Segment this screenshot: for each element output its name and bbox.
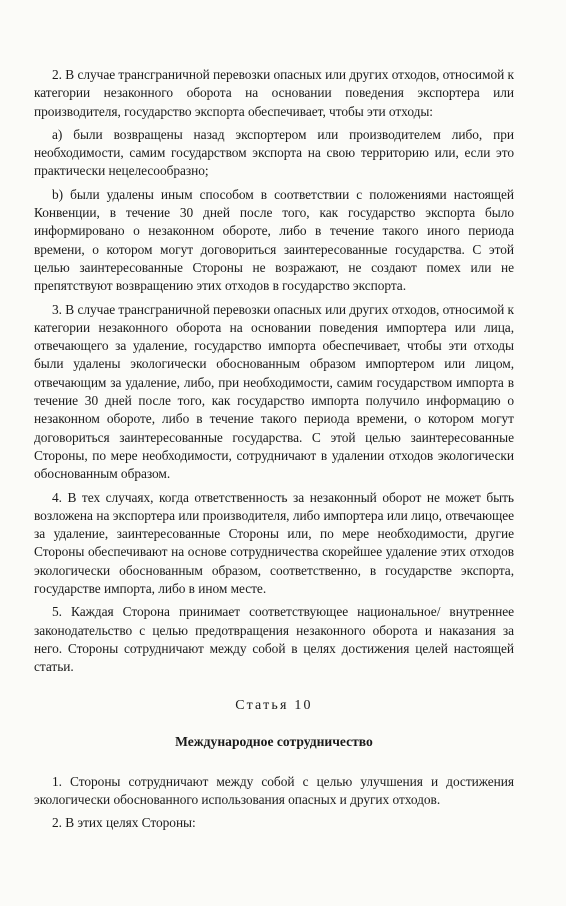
paragraph-2b: b) были удалены иным способом в соответствии с положениями настоящей Конвенции, в течение 30 дней после того, как государство экспорта было информировано о незаконном обороте, либо в течение такого иного периода времени, о котором могут договориться заинтересованные государства. С этой целью заинтересованные Стороны не возражают, не создают помех или не препятствуют возвращению этих отходов в государство экспорта. xyxy=(34,186,514,294)
paragraph-3: 3. В случае трансграничной перевозки опасных или других отходов, относимой к категории незаконного оборота на основании поведения импортера или лица, отвечающего за удаление, государство импорта обеспечивает, чтобы эти отходы были удалены экологически обоснованным образом импортером или лицом, отвечающим за удаление, либо, при необходимости, самим государством импорта в течение 30 дней после того, как государство импорта получило информацию о незаконном обороте, либо в течение такого периода времени, о котором могут договориться заинтересованные государства. С этой целью заинтересованные Стороны, по мере необходимости, сотрудничают в удалении отходов экологически обоснованным образом. xyxy=(34,301,514,482)
paragraph-4: 4. В тех случаях, когда ответственность за незаконный оборот не может быть возложена на экспортера или производителя, либо импортера или лицо, отвечающее за удаление, заинтересованные Стороны или, по мере необходимости, другие Стороны обеспечивают на основе сотрудничества скорейшее удаление этих отходов экологически обоснованным образом, соответственно, в государстве экспорта, государстве импорта, либо в ином месте. xyxy=(34,489,514,597)
paragraph-2a: а) были возвращены назад экспортером или производителем либо, при необходимости, самим государством экспорта на свою территорию или, если это практически нецелесообразно; xyxy=(34,126,514,179)
article-title: Международное сотрудничество xyxy=(175,733,373,749)
paragraph-5: 5. Каждая Сторона принимает соответствующее национальное/ внутреннее законодательство с целью предотвращения незаконного оборота и наказания за него. Стороны сотрудничают между собой в целях достижения целей настоящей статьи. xyxy=(34,604,514,675)
document-page xyxy=(34,66,514,837)
article-10-paragraph-1: 1. Стороны сотрудничают между собой с целью улучшения и достижения экологически обоснованного использования опасных и других отходов. xyxy=(34,773,514,807)
paragraph-2: 2. В случае трансграничной перевозки опасных или других отходов, относимой к категории незаконного оборота на основании поведения экспортера или производителя, государство экспорта обеспечивает, чтобы эти отходы: xyxy=(34,67,514,119)
article-heading: Статья 10 xyxy=(235,697,313,713)
article-10-paragraph-2: 2. В этих целях Стороны: xyxy=(52,815,196,831)
